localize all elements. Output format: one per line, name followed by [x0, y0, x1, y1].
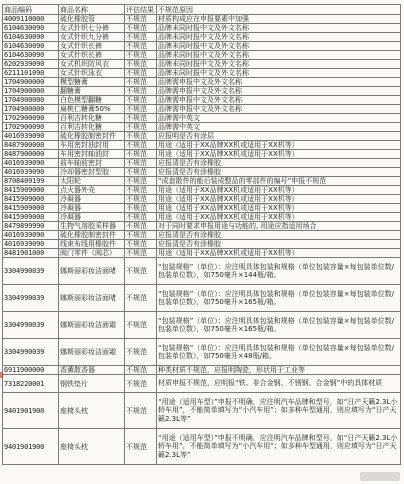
table-row [3, 24, 401, 33]
table-row [3, 285, 401, 312]
cell-code: 7318220001 [3, 375, 59, 393]
cell-name: 前车轴前密封 [59, 159, 125, 168]
cell-name: 娜斯丽彩妆洁面啫 [59, 285, 125, 312]
table-row [3, 60, 401, 69]
cell-name: 线束布线用橡胶件 [59, 240, 125, 249]
cell-result: 不规范 [125, 105, 157, 114]
header-name: 商品名称 [59, 5, 125, 15]
cell-result: 不规范 [125, 15, 157, 24]
cell-result: 不规范 [125, 366, 157, 375]
table-row [3, 213, 401, 222]
cell-code: 1704900000 [3, 96, 59, 105]
cell-reason: 品牌未同时报中文及外文名称 [157, 33, 401, 42]
table-row [3, 42, 401, 51]
cell-result: 不规范 [125, 51, 157, 60]
cell-name: 白色模型翻糖 [59, 96, 125, 105]
cell-name: 阀门零件（阀芯） [59, 249, 125, 258]
cell-name: 生物气溶胶采样器 [59, 222, 125, 231]
cell-result: 不规范 [125, 285, 157, 312]
cell-reason: 品牌需中英文 [157, 123, 401, 132]
cell-code: 3304990039 [3, 258, 59, 285]
cell-name: 车用密封轴油封 [59, 150, 125, 159]
cell-name: 百利吉转化糖 [59, 114, 125, 123]
table-row [3, 78, 401, 87]
cell-result: 不规范 [125, 69, 157, 78]
cell-reason: 品牌未同时报中文及外文名称 [157, 42, 401, 51]
cell-reason: “包装规格”（单位）：应注明具体包装和规格（单位包装容量×每包装单位数/包装单位数），如750毫升×165瓶/箱。 [157, 312, 401, 339]
cell-reason: 应报明是否有涂层 [157, 132, 401, 141]
cell-result: 不规范 [125, 150, 157, 159]
cell-result: 不规范 [125, 258, 157, 285]
cell-reason: “成套散件的能后装成整品的零部件的编号”申报不规范 [157, 177, 401, 186]
cell-reason: 用途（适用于XX品牌XX机或适用于XX机等） [157, 186, 401, 195]
cell-code: 6211101090 [3, 69, 59, 78]
table-row [3, 393, 401, 429]
table-row [3, 177, 401, 186]
header-reason: 不规范原因 [157, 5, 401, 15]
cell-reason: 用途（适用于XX品牌XX机或适用于XX机等） [157, 195, 401, 204]
cell-reason: 应报清是否有涂橡胶 [157, 240, 401, 249]
table-row [3, 96, 401, 105]
cell-reason: 品牌未同时报中文及外文名称 [157, 60, 401, 69]
cell-name: 模型糖膏 [59, 78, 125, 87]
cell-name: 冷凝器 [59, 195, 125, 204]
cell-code: 1704900000 [3, 87, 59, 96]
table-row [3, 51, 401, 60]
cell-name: 冷却器密封型胶 [59, 168, 125, 177]
cell-code: 4016939090 [3, 240, 59, 249]
table-row [3, 123, 401, 132]
cell-name: 点火器外壳 [59, 186, 125, 195]
table-row [3, 150, 401, 159]
cell-result: 不规范 [125, 114, 157, 123]
cell-result: 不规范 [125, 141, 157, 150]
cell-code: 8479899990 [3, 222, 59, 231]
cell-result: 不规范 [125, 213, 157, 222]
cell-reason: 用途（适用于XX品牌XX机或适用于XX机等） [157, 150, 401, 159]
cell-code: 4016939090 [3, 231, 59, 240]
cell-code: 4009110000 [3, 15, 59, 24]
table-row [3, 195, 401, 204]
cell-name: 女式针织九分裤 [59, 33, 125, 42]
cell-code: 4016939090 [3, 159, 59, 168]
cell-result: 不规范 [125, 249, 157, 258]
cell-reason: 应报清是否有涂橡胶 [157, 159, 401, 168]
cell-result: 不规范 [125, 159, 157, 168]
cell-name: 娜斯丽彩妆洁面霜 [59, 312, 125, 339]
table-body [3, 15, 401, 465]
table-row [3, 339, 401, 366]
table-row [3, 429, 401, 465]
cell-name: 翻糖膏 [59, 87, 125, 96]
table-row [3, 87, 401, 96]
cell-reason: 用途（适用于XX品牌XX机或适用于XX机等） [157, 141, 401, 150]
cell-name: 太阳轮 [59, 177, 125, 186]
cell-result: 不规范 [125, 231, 157, 240]
cell-code: 8415909000 [3, 186, 59, 195]
cell-code: 6104630090 [3, 24, 59, 33]
cell-name: 娜斯丽彩妆洁面啫 [59, 258, 125, 285]
cell-result: 不规范 [125, 177, 157, 186]
cell-code: 9401901900 [3, 429, 59, 465]
cell-result: 不规范 [125, 429, 157, 465]
cell-result: 不规范 [125, 24, 157, 33]
cell-name: 车用密封油封用 [59, 141, 125, 150]
cell-reason: “包装规格”（单位）：应注明具体包装和规格（单位包装容量×每包装单位数/包装单位数），如750毫升×48瓶/箱。 [157, 339, 401, 366]
cell-name: 冷凝器 [59, 204, 125, 213]
table-row [3, 105, 401, 114]
cell-reason: 品牌未同时报中文及外文名称 [157, 51, 401, 60]
cell-name: 女式针织泳衣 [59, 69, 125, 78]
cell-result: 不规范 [125, 222, 157, 231]
table-row [3, 132, 401, 141]
cell-code: 6104630090 [3, 51, 59, 60]
cell-code: 4016939090 [3, 132, 59, 141]
cell-result: 不规范 [125, 87, 157, 96]
cell-name: 硫化橡胶制密封件 [59, 132, 125, 141]
cell-result: 不规范 [125, 96, 157, 105]
table-row [3, 168, 401, 177]
cell-name: 女式针织七分裤 [59, 24, 125, 33]
cell-code: 8481901000 [3, 249, 59, 258]
cell-code: 6911900000 [3, 366, 59, 375]
cell-result: 不规范 [125, 78, 157, 87]
watermark-stamp [360, 472, 400, 481]
cell-name: 女式针织长裤 [59, 42, 125, 51]
cell-reason: 应报清是否有涂橡胶 [157, 168, 401, 177]
table-row [3, 375, 401, 393]
table-row [3, 159, 401, 168]
cell-name: 百利吉转化糖 [59, 123, 125, 132]
table-row [3, 258, 401, 285]
cell-code: 8487900000 [3, 141, 59, 150]
cell-name: 硫化橡胶管 [59, 15, 125, 24]
cell-code: 8415909000 [3, 213, 59, 222]
cell-reason: 品牌需申报中文及外文名称 [157, 96, 401, 105]
cell-reason: “包装规格”（单位）：应注明具体包装和规格（单位包装容量×每包装单位数/包装单位数），如750毫升×144瓶/箱。 [157, 258, 401, 285]
cell-name: 冷凝器 [59, 213, 125, 222]
cell-code: 8415909000 [3, 195, 59, 204]
table-row [3, 240, 401, 249]
cell-code: 8487900000 [3, 150, 59, 159]
cell-code: 3304990039 [3, 339, 59, 366]
cell-reason: 对于同时要求申报用途与功能的, 用途应指适用场合 [157, 222, 401, 231]
cell-code: 1704900000 [3, 105, 59, 114]
table-row [3, 69, 401, 78]
header-result: 评估结果 [125, 5, 157, 15]
cell-name: 座椅头枕 [59, 429, 125, 465]
cell-reason: 品牌未同时报中文及外文名称 [157, 24, 401, 33]
cell-name: 扁桃仁糖膏50% [59, 105, 125, 114]
table-row [3, 33, 401, 42]
cell-name: 香薰散香器 [59, 366, 125, 375]
cell-reason: 品牌需申报中文及外文名称 [157, 105, 401, 114]
cell-reason: “用途（适用车型）”申报不明确，应注明汽车品牌和型号，如“日产天籁2.3L小轿车用”，不能简单填写为“小汽车用”；如多种车型通用，则应填写为“日产天籁2.3L等” [157, 393, 401, 429]
cell-result: 不规范 [125, 42, 157, 51]
cell-result: 不规范 [125, 186, 157, 195]
cell-result: 不规范 [125, 312, 157, 339]
table-row [3, 141, 401, 150]
cell-reason: 品牌需申报中文及外文名称 [157, 78, 401, 87]
cell-code: 8708409199 [3, 177, 59, 186]
cell-reason: 种类材质不规范，应报明陶瓷，形状用于工业等 [157, 366, 401, 375]
table-row [3, 114, 401, 123]
cell-code: 9401901900 [3, 393, 59, 429]
cell-reason: “包装规格”（单位）：应注明具体包装和规格（单位包装容量×每包装单位数/包装单位数），如750毫升×165瓶/箱。 [157, 285, 401, 312]
cell-reason: “用途（适用车型）”申报不明确，应注明汽车品牌和型号，如“日产天籁2.3L小轿车用”，不能简单填写为“小汽车用”；如多种车型通用，则应填写为“日产天籁2.3L等” [157, 429, 401, 465]
cell-result: 不规范 [125, 339, 157, 366]
table-row [3, 231, 401, 240]
cell-name: 座椅头枕 [59, 393, 125, 429]
table-row [3, 222, 401, 231]
cell-code: 6202939090 [3, 60, 59, 69]
review-table [2, 4, 401, 465]
cell-result: 不规范 [125, 204, 157, 213]
cell-code: 6104630090 [3, 33, 59, 42]
cell-result: 不规范 [125, 132, 157, 141]
cell-name: 钢铁垫片 [59, 375, 125, 393]
cell-code: 1704900000 [3, 78, 59, 87]
cell-result: 不规范 [125, 60, 157, 69]
cell-reason: 品牌需中英文 [157, 114, 401, 123]
cell-reason: 用途（适用于XX品牌XX机或适用于XX机等） [157, 213, 401, 222]
table-row [3, 204, 401, 213]
cell-result: 不规范 [125, 195, 157, 204]
cell-reason: 材质申报不规范，应明报“铁、非合金钢、不锈钢、合金钢”中的具体材质 [157, 375, 401, 393]
cell-name: 硫化橡胶制密封件 [59, 231, 125, 240]
table-header-row [3, 5, 401, 15]
cell-reason: 用途（适用于XX品牌XX机或适用于XX机等） [157, 249, 401, 258]
cell-result: 不规范 [125, 393, 157, 429]
cell-code: 6104630090 [3, 42, 59, 51]
cell-reason: 材质构成应在申报要素中加强 [157, 15, 401, 24]
cell-result: 不规范 [125, 123, 157, 132]
cell-reason: 用途（适用于XX品牌XX机或适用于XX机等） [157, 204, 401, 213]
cell-result: 不规范 [125, 375, 157, 393]
cell-name: 女式机织防风衣 [59, 60, 125, 69]
cell-name: 女式针织长裤 [59, 51, 125, 60]
cell-result: 不规范 [125, 240, 157, 249]
cell-result: 不规范 [125, 33, 157, 42]
cell-reason: 应报清是否有涂橡胶 [157, 231, 401, 240]
table-row [3, 186, 401, 195]
header-code: 商品编码 [3, 5, 59, 15]
cell-code: 3304990039 [3, 312, 59, 339]
cell-code: 8415909000 [3, 204, 59, 213]
scan-edge-mark [0, 372, 3, 378]
cell-reason: 品牌未同时报中文及外文名称 [157, 69, 401, 78]
table-row [3, 249, 401, 258]
table-row [3, 15, 401, 24]
table-row [3, 312, 401, 339]
cell-code: 3304990039 [3, 285, 59, 312]
cell-reason: 品牌需申报中文及外文名称 [157, 87, 401, 96]
cell-code: 1702900090 [3, 123, 59, 132]
cell-result: 不规范 [125, 168, 157, 177]
cell-code: 4016939090 [3, 168, 59, 177]
cell-code: 1702900090 [3, 114, 59, 123]
cell-name: 娜斯丽彩妆洁面霜 [59, 339, 125, 366]
table-row [3, 366, 401, 375]
